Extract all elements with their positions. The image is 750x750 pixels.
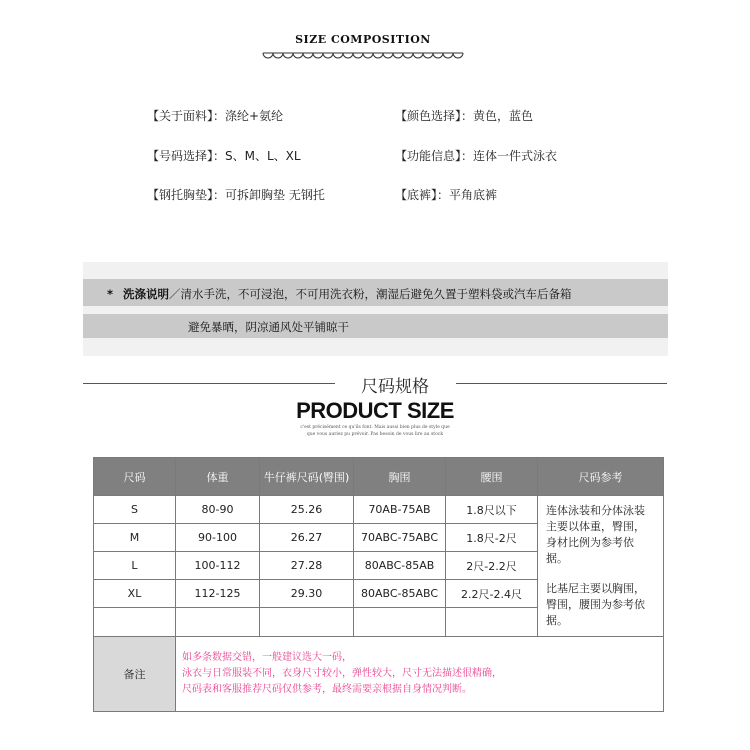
size-table [93, 457, 664, 712]
washing-text-1: ／清水手洗，不可浸泡，不可用洗衣粉，潮湿后避免久置于塑料袋或汽车后备箱 [169, 287, 572, 301]
attribute-label: 【钢托胸垫】： [147, 188, 226, 202]
table-cell: 1.8尺-2尺 [446, 524, 538, 552]
header-cell: 体重 [176, 458, 260, 496]
table-cell: 2尺-2.2尺 [446, 552, 538, 580]
attribute-label: 【关于面料】： [147, 109, 226, 123]
table-header [94, 458, 664, 496]
washing-band [83, 262, 668, 356]
asterisk-icon: * [107, 287, 114, 301]
size-subtitle-1: c'est précisément ce qu'ils font. Mais aussi bien plus de style que [300, 425, 450, 430]
table-cell-empty [94, 608, 176, 637]
attribute-fabric [147, 107, 283, 124]
header-cell: 胸围 [354, 458, 446, 496]
table-cell: 1.8尺以下 [446, 496, 538, 524]
table-cell: 90-100 [176, 524, 260, 552]
table-cell: M [94, 524, 176, 552]
notes-text [176, 637, 664, 712]
scallop-divider [262, 50, 464, 64]
table-cell-empty [354, 608, 446, 637]
notes-line-2: 泳衣与日常服装不同，衣身尺寸较小，弹性较大，尺寸无法描述很精确， [182, 668, 502, 679]
table-cell: 70ABC-75ABC [354, 524, 446, 552]
attribute-label: 【号码选择】： [147, 149, 226, 163]
size-title-en: PRODUCT SIZE [296, 398, 454, 423]
notes-row [94, 637, 664, 712]
table-cell: 70AB-75AB [354, 496, 446, 524]
header-cell: 牛仔裤尺码(臀围) [260, 458, 354, 496]
composition-title: SIZE COMPOSITION [295, 33, 431, 46]
table-cell: L [94, 552, 176, 580]
attribute-value: 涤纶+氨纶 [225, 109, 284, 123]
attribute-function [395, 147, 557, 164]
table-cell: XL [94, 580, 176, 608]
header-cell: 尺码参考 [538, 458, 664, 496]
notes-line-1: 如多条数据交错，一般建议选大一码， [182, 652, 352, 663]
size-reference [538, 496, 664, 637]
attribute-value: 连体一件式泳衣 [473, 149, 558, 163]
attribute-value: 黄色，蓝色 [473, 109, 534, 123]
size-subtitle-2: que vous auriez pu prévoir. Pas besoin de vous lire au stock [306, 432, 444, 437]
attribute-label: 【底裤】： [395, 188, 450, 202]
table-cell: 112-125 [176, 580, 260, 608]
reference-text-2: 比基尼主要以胸围，臀围，腰围为参考依据。 [546, 582, 645, 627]
attribute-value: 可拆卸胸垫 无钢托 [225, 188, 325, 202]
attribute-value: 平角底裤 [449, 188, 498, 202]
table-cell: S [94, 496, 176, 524]
table-cell: 25.26 [260, 496, 354, 524]
table-cell-empty [176, 608, 260, 637]
attribute-label: 【颜色选择】： [395, 109, 474, 123]
table-cell: 2.2尺-2.4尺 [446, 580, 538, 608]
table-row [94, 496, 664, 524]
table-cell: 80ABC-85AB [354, 552, 446, 580]
header-cell: 腰围 [446, 458, 538, 496]
attribute-value: S、M、L、XL [225, 149, 301, 163]
table-cell: 100-112 [176, 552, 260, 580]
table-cell: 27.28 [260, 552, 354, 580]
table-cell: 80ABC-85ABC [354, 580, 446, 608]
attribute-size [147, 147, 301, 164]
size-title-cn: 尺码规格 [361, 377, 429, 397]
attribute-padding [147, 186, 325, 203]
washing-bar-bottom [83, 314, 668, 338]
heading-rule-left [83, 383, 335, 384]
washing-line-2: 避免暴晒，阴凉通风处平铺晾干 [188, 320, 349, 334]
washing-label: 洗涤说明 [123, 287, 170, 301]
header-cell: 尺码 [94, 458, 176, 496]
table-cell: 29.30 [260, 580, 354, 608]
attribute-bottom [395, 186, 497, 203]
reference-text-1: 连体泳装和分体泳装主要以体重，臀围，身材比例为参考依据。 [546, 504, 645, 565]
table-cell-empty [446, 608, 538, 637]
notes-line-3: 尺码表和客服推荐尺码仅供参考，最终需要亲根据自身情况判断。 [182, 684, 472, 695]
table-cell: 26.27 [260, 524, 354, 552]
notes-label: 备注 [94, 637, 176, 712]
attribute-color [395, 107, 533, 124]
table-cell: 80-90 [176, 496, 260, 524]
table-cell-empty [260, 608, 354, 637]
attribute-label: 【功能信息】： [395, 149, 474, 163]
washing-line-1 [107, 286, 572, 302]
